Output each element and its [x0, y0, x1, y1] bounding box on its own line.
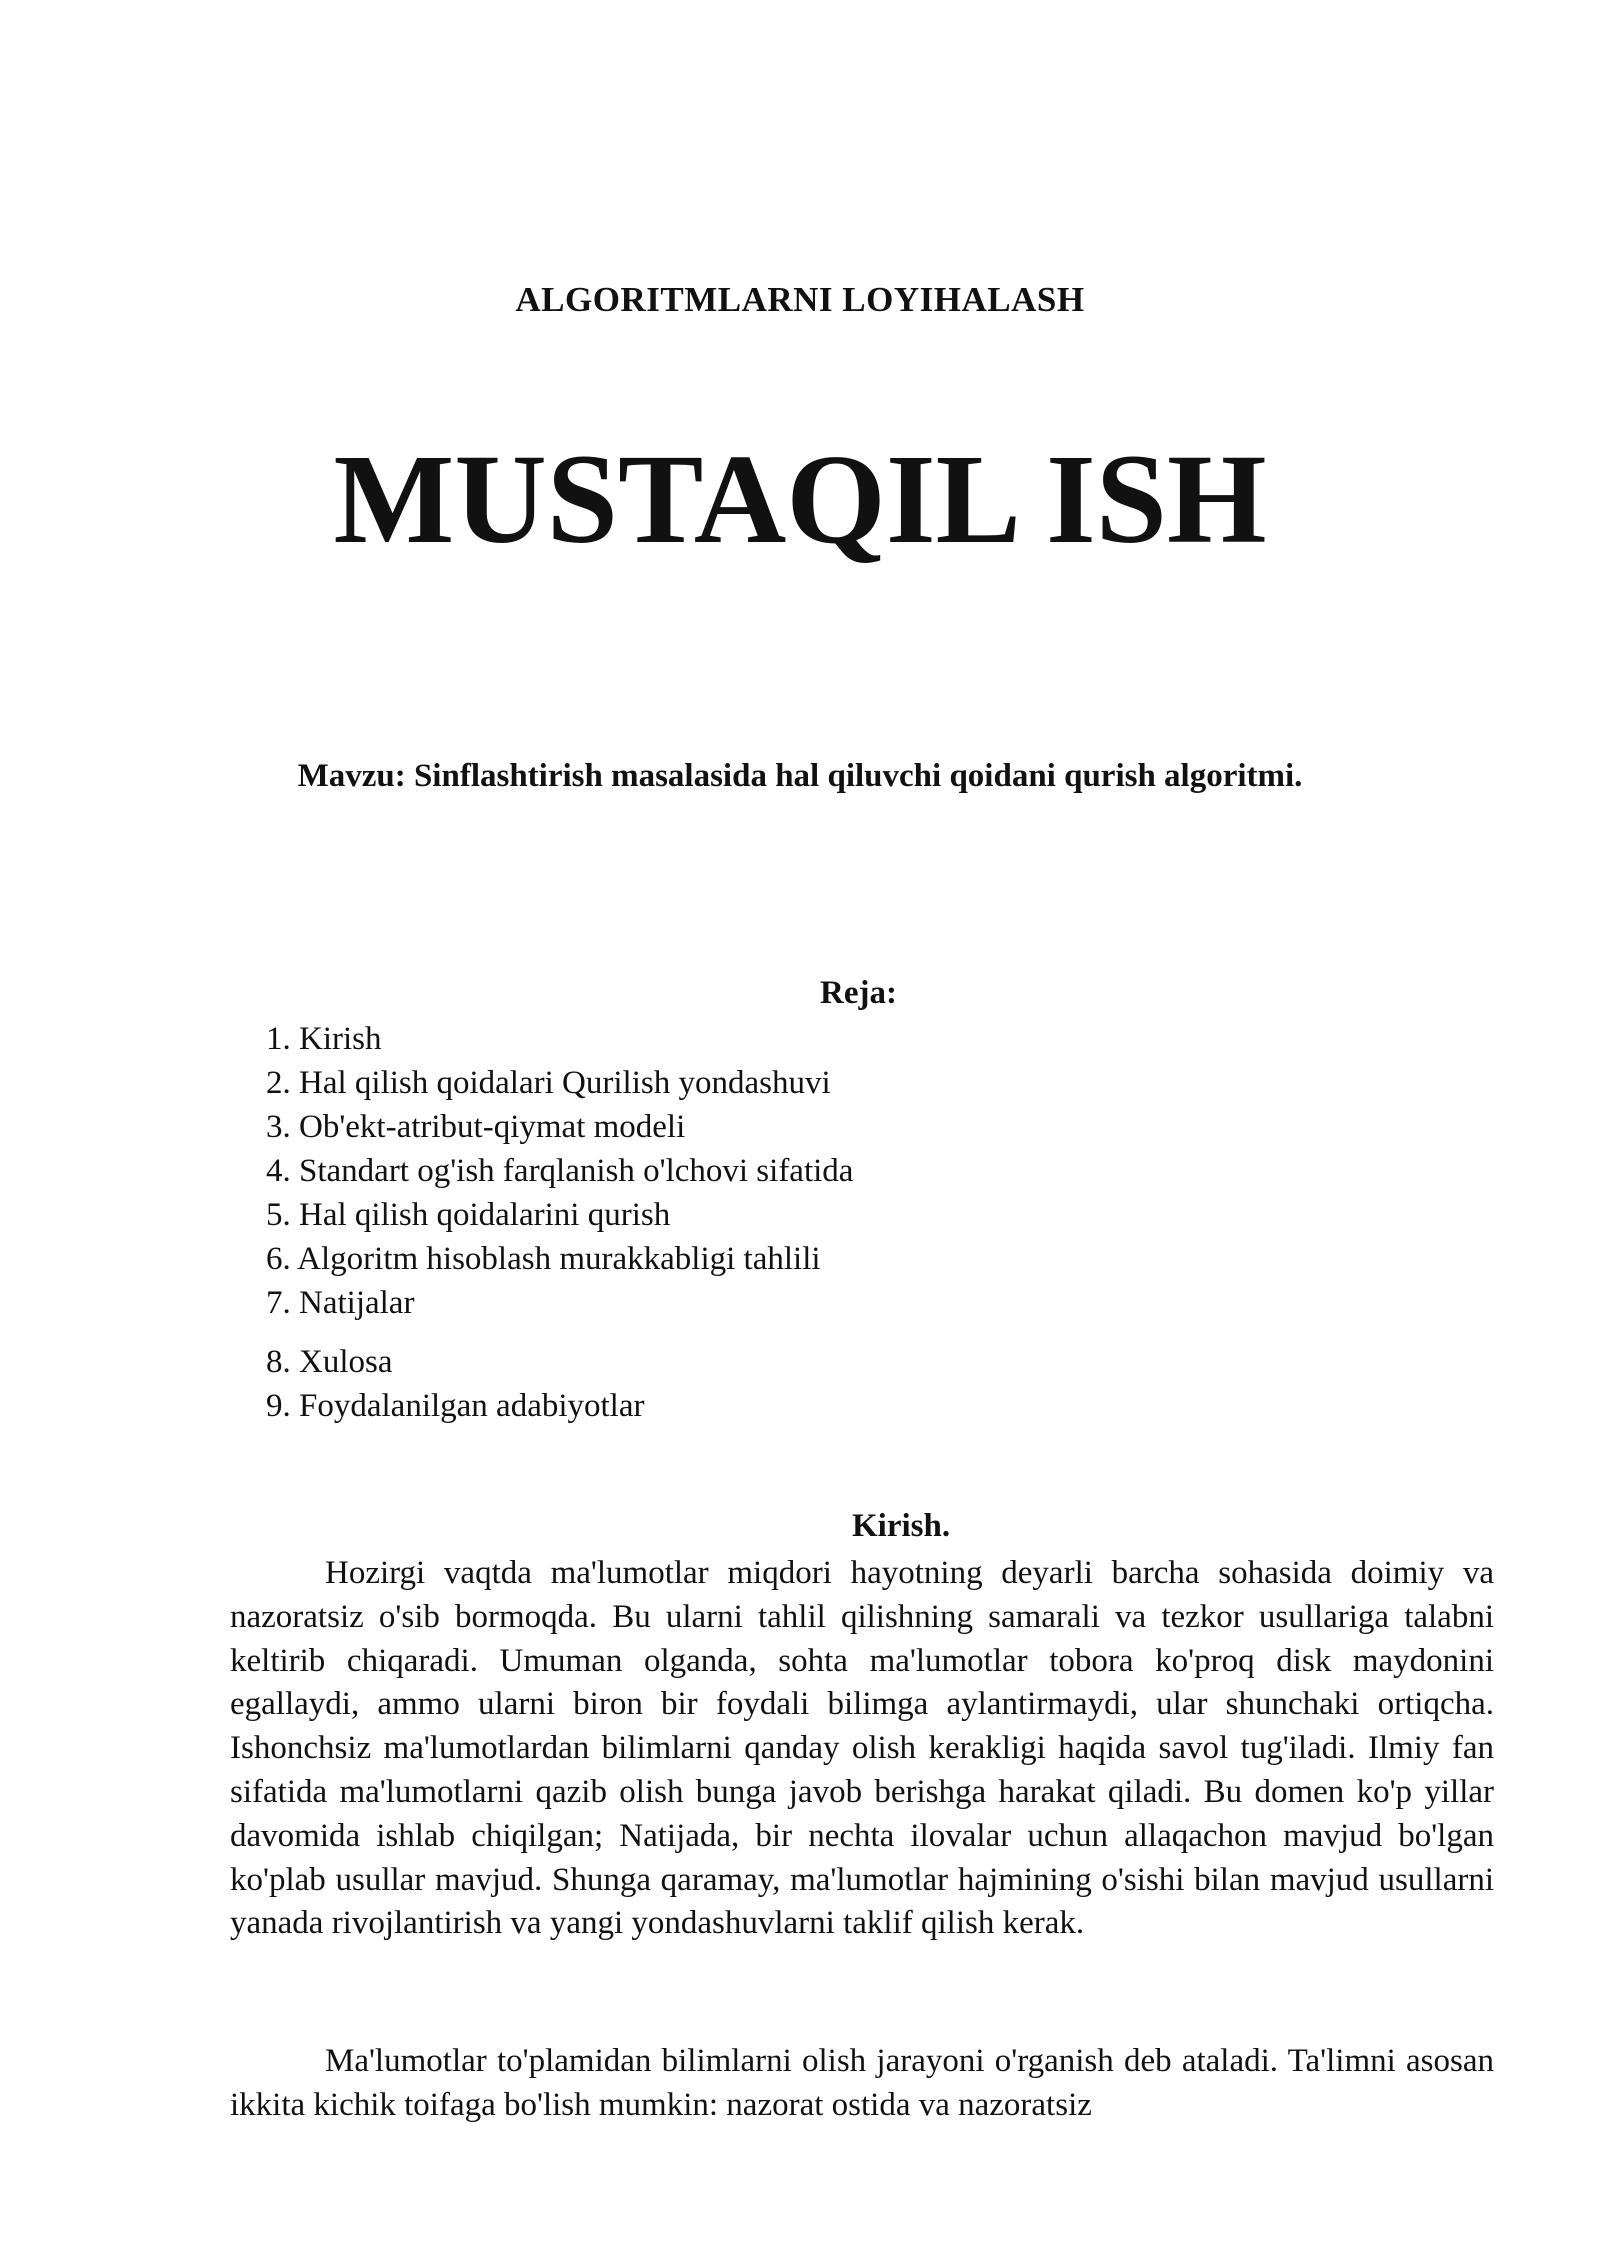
intro-paragraph: Ma'lumotlar to'plamidan bilimlarni olish jarayoni o'rganish deb ataladi. Ta'limni asosan ikkita kichik toifaga bo'lish mumkin: nazorat ostida va nazoratsiz — [230, 2043, 1494, 2123]
plan-item: 1. Kirish — [266, 1021, 382, 1057]
plan-item: 8. Xulosa — [266, 1344, 393, 1380]
intro-heading: Kirish. — [852, 1508, 951, 1544]
document-title: MUSTAQIL ISH — [333, 428, 1267, 570]
intro-paragraph: Hozirgi vaqtda ma'lumotlar miqdori hayotning deyarli barcha sohasida doimiy va nazoratsiz o'sib bormoqda. Bu ularni tahlil qilishning samarali va tezkor usullariga talabni keltirib chiqaradi. Umuman olganda, sohta ma'lumotlar tobora ko'proq disk maydonini egallaydi, ammo ularni biron bir foydali bilimga aylantirmaydi, ular shunchaki ortiqcha. Ishonchsiz ma'lumotlardan bilimlarni qanday olish kerakligi haqida savol tug'iladi. Ilmiy fan sifatida ma'lumotlarni qazib olish bunga javob berishga harakat qiladi. Bu domen ko'p yillar davomida ishlab chiqilgan; Natijada, bir nechta ilovalar uchun allaqachon mavjud bo'lgan ko'plab usullar mavjud. Shunga qaramay, ma'lumotlar hajmining o'sishi bilan mavjud usullarni yanada rivojlantirish va yangi yondashuvlarni taklif qilish kerak. — [230, 1555, 1494, 1942]
plan-item: 4. Standart og'ish farqlanish o'lchovi sifatida — [266, 1153, 854, 1189]
topic-line: Mavzu: Sinflashtirish masalasida hal qiluvchi qoidani qurish algoritmi. — [297, 758, 1303, 794]
plan-item: 3. Ob'ekt-atribut-qiymat modeli — [266, 1109, 686, 1145]
plan-item: 9. Foydalanilgan adabiyotlar — [266, 1388, 645, 1424]
plan-list — [266, 1017, 853, 1428]
plan-item: 6. Algoritm hisoblash murakkabligi tahlili — [266, 1241, 821, 1277]
plan-item: 5. Hal qilish qoidalarini qurish — [266, 1197, 671, 1233]
subject-heading: ALGORITMLARNI LOYIHALASH — [515, 280, 1085, 319]
plan-heading: Reja: — [820, 975, 897, 1011]
plan-item: 7. Natijalar — [266, 1285, 415, 1321]
plan-item: 2. Hal qilish qoidalari Qurilish yondashuvi — [266, 1065, 831, 1101]
